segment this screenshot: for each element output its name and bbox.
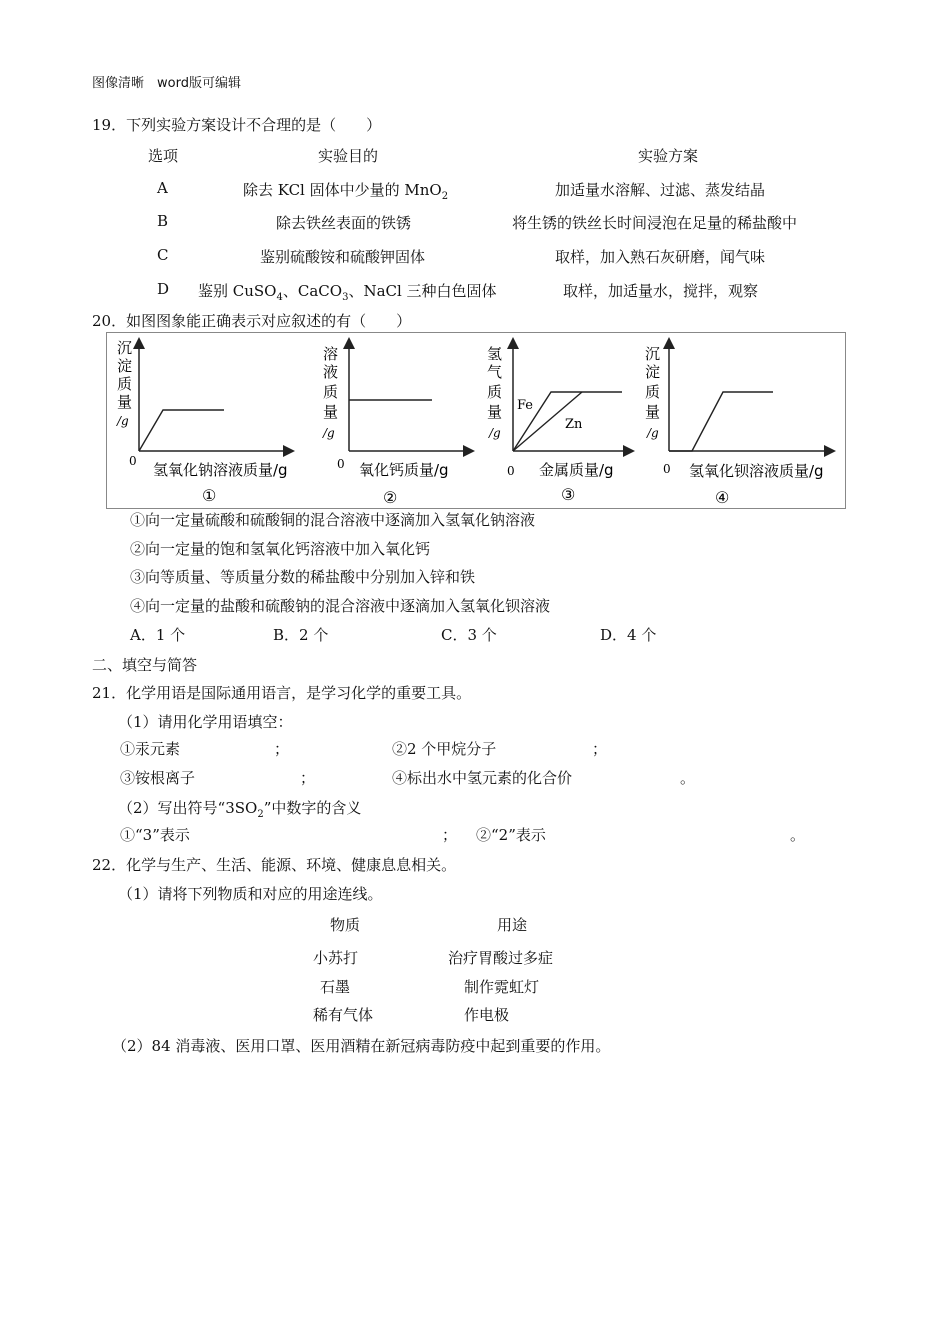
graph-1-origin: 0 [129,454,137,468]
page-header: 图像清晰 word版可编辑 [92,76,241,91]
q20-choice-b: B．2 个 [273,626,329,644]
section-2-title: 二、填空与简答 [92,656,198,674]
q20-choice-a: A．1 个 [130,626,186,644]
graph-4-curve [669,392,773,451]
q22-substance-1: 小苏打 [313,949,359,967]
graph-2-ylabel-0: 溶 [323,345,339,363]
graph-1-ylabel-4: /g [117,414,129,428]
graph-2-ylabel-4: /g [323,426,335,440]
q22-use-1: 治疗胃酸过多症 [448,949,554,967]
graph-2-origin: 0 [337,457,345,471]
q21-item-2-end: ； [592,740,608,758]
graph-3-ylabel-2: 质 [487,383,503,401]
graph-2-number: ② [383,488,398,507]
graph-1-curve [139,410,224,451]
q19-row-c-option: C [157,246,169,264]
graph-1-xlabel: 氢氧化钠溶液质量/g [153,461,288,479]
q19-row-a-scheme: 加适量水溶解、过滤、蒸发结晶 [555,181,766,199]
q21-item-3: ③铵根离子 [120,769,196,787]
q21-meaning-2: ②“2”表示 [476,826,546,844]
graph-2-ylabel-2: 质 [323,383,339,401]
graph-4 [645,343,830,507]
q22-stem: 22．化学与生产、生活、能源、环境、健康息息相关。 [92,856,457,874]
graph-1 [116,339,289,505]
q19-stem: 19．下列实验方案设计不合理的是（ ） [92,116,382,134]
q21-stem: 21．化学用语是国际通用语言，是学习化学的重要工具。 [92,684,472,702]
graph-3-ylabel-3: 量 [487,403,503,421]
q19-row-c-scheme: 取样，加入熟石灰研磨，闻气味 [555,248,766,266]
graph-1-ylabel-2: 质 [117,375,133,393]
graph-3-origin: 0 [507,464,515,478]
q20-statement-1: ①向一定量硫酸和硫酸铜的混合溶液中逐滴加入氢氧化钠溶液 [130,511,536,529]
q19-row-a-option: A [157,179,168,197]
q19-row-b-scheme: 将生锈的铁丝长时间浸泡在足量的稀盐酸中 [512,214,798,232]
graph-2-xlabel: 氧化钙质量/g [359,461,449,479]
q21-part-2: （2）写出符号“$3SO_2$”中数字的含义 [118,799,362,820]
q22-col-use: 用途 [497,916,528,934]
graph-3-ylabel-4: /g [489,426,501,440]
q19-row-a-purpose: 除去 KCl 固体中少量的 MnO$_2$ [243,181,449,202]
q19-col-purpose: 实验目的 [318,147,379,165]
q22-use-3: 作电极 [464,1006,510,1024]
graph-4-xlabel: 氢氧化钡溶液质量/g [689,462,824,480]
graph-4-origin: 0 [663,462,671,476]
graph-4-ylabel-4: /g [647,426,659,440]
q19-row-d-purpose: 鉴别 CuSO$_4$、CaCO$_3$、NaCl 三种白色固体 [198,282,497,303]
q21-item-2: ②2 个甲烷分子 [392,740,497,758]
q21-part-1: （1）请用化学用语填空： [118,713,293,731]
q20-graph-panel [106,332,846,509]
q22-substance-2: 石墨 [320,978,351,996]
graph-3 [487,343,629,504]
q20-statement-3: ③向等质量、等质量分数的稀盐酸中分别加入锌和铁 [130,568,476,586]
q20-statement-2: ②向一定量的饱和氢氧化钙溶液中加入氧化钙 [130,540,431,558]
q19-row-d-scheme: 取样，加适量水，搅拌，观察 [563,282,759,300]
q21-meaning-1-end: ； [442,826,458,844]
graph-4-ylabel-0: 沉 [645,345,661,363]
q19-col-option: 选项 [148,147,179,165]
q19-col-scheme: 实验方案 [638,147,699,165]
q19-row-b-purpose: 除去铁丝表面的铁锈 [276,214,412,232]
graph-3-ylabel-1: 气 [487,363,503,381]
q20-choice-c: C．3 个 [441,626,497,644]
graph-1-ylabel-3: 量 [117,393,133,411]
graph-1-number: ① [202,486,217,505]
graph-1-ylabel-0: 沉 [117,339,133,357]
graph-3-ylabel-0: 氢 [487,345,503,363]
graph-4-ylabel-3: 量 [645,403,661,421]
q22-col-substance: 物质 [330,916,361,934]
q20-stem: 20．如图图象能正确表示对应叙述的有（ ） [92,312,412,330]
q21-item-4-end: 。 [680,769,696,787]
graph-3-xlabel: 金属质量/g [539,461,614,479]
q19-row-d-option: D [157,280,170,298]
q20-statement-4: ④向一定量的盐酸和硫酸钠的混合溶液中逐滴加入氢氧化钡溶液 [130,597,551,615]
q21-meaning-2-end: 。 [790,826,806,844]
q22-substance-3: 稀有气体 [313,1006,374,1024]
graph-2 [322,343,469,507]
q19-row-b-option: B [157,212,169,230]
graph-3-zn-label: Zn [565,417,583,432]
graph-3-fe-label: Fe [517,398,534,413]
q21-item-1: ①汞元素 [120,740,181,758]
graph-2-ylabel-1: 液 [323,363,339,381]
q22-part-1: （1）请将下列物质和对应的用途连线。 [118,885,383,903]
graph-1-ylabel-1: 淀 [117,357,133,375]
q20-graphs-svg [107,333,847,510]
q21-item-4: ④标出水中氢元素的化合价 [392,769,573,787]
graph-4-ylabel-2: 质 [645,383,661,401]
q22-use-2: 制作霓虹灯 [464,978,540,996]
q21-item-3-end: ； [300,769,316,787]
q21-meaning-1: ①“3”表示 [120,826,190,844]
q22-part-2: （2）84 消毒液、医用口罩、医用酒精在新冠病毒防疫中起到重要的作用。 [112,1037,611,1055]
q19-row-c-purpose: 鉴别硫酸铵和硫酸钾固体 [260,248,426,266]
graph-3-number: ③ [561,485,576,504]
graph-4-ylabel-1: 淀 [645,363,661,381]
graph-2-ylabel-3: 量 [323,403,339,421]
q21-item-1-end: ； [274,740,290,758]
q20-choice-d: D．4 个 [600,626,657,644]
graph-4-number: ④ [715,488,730,507]
